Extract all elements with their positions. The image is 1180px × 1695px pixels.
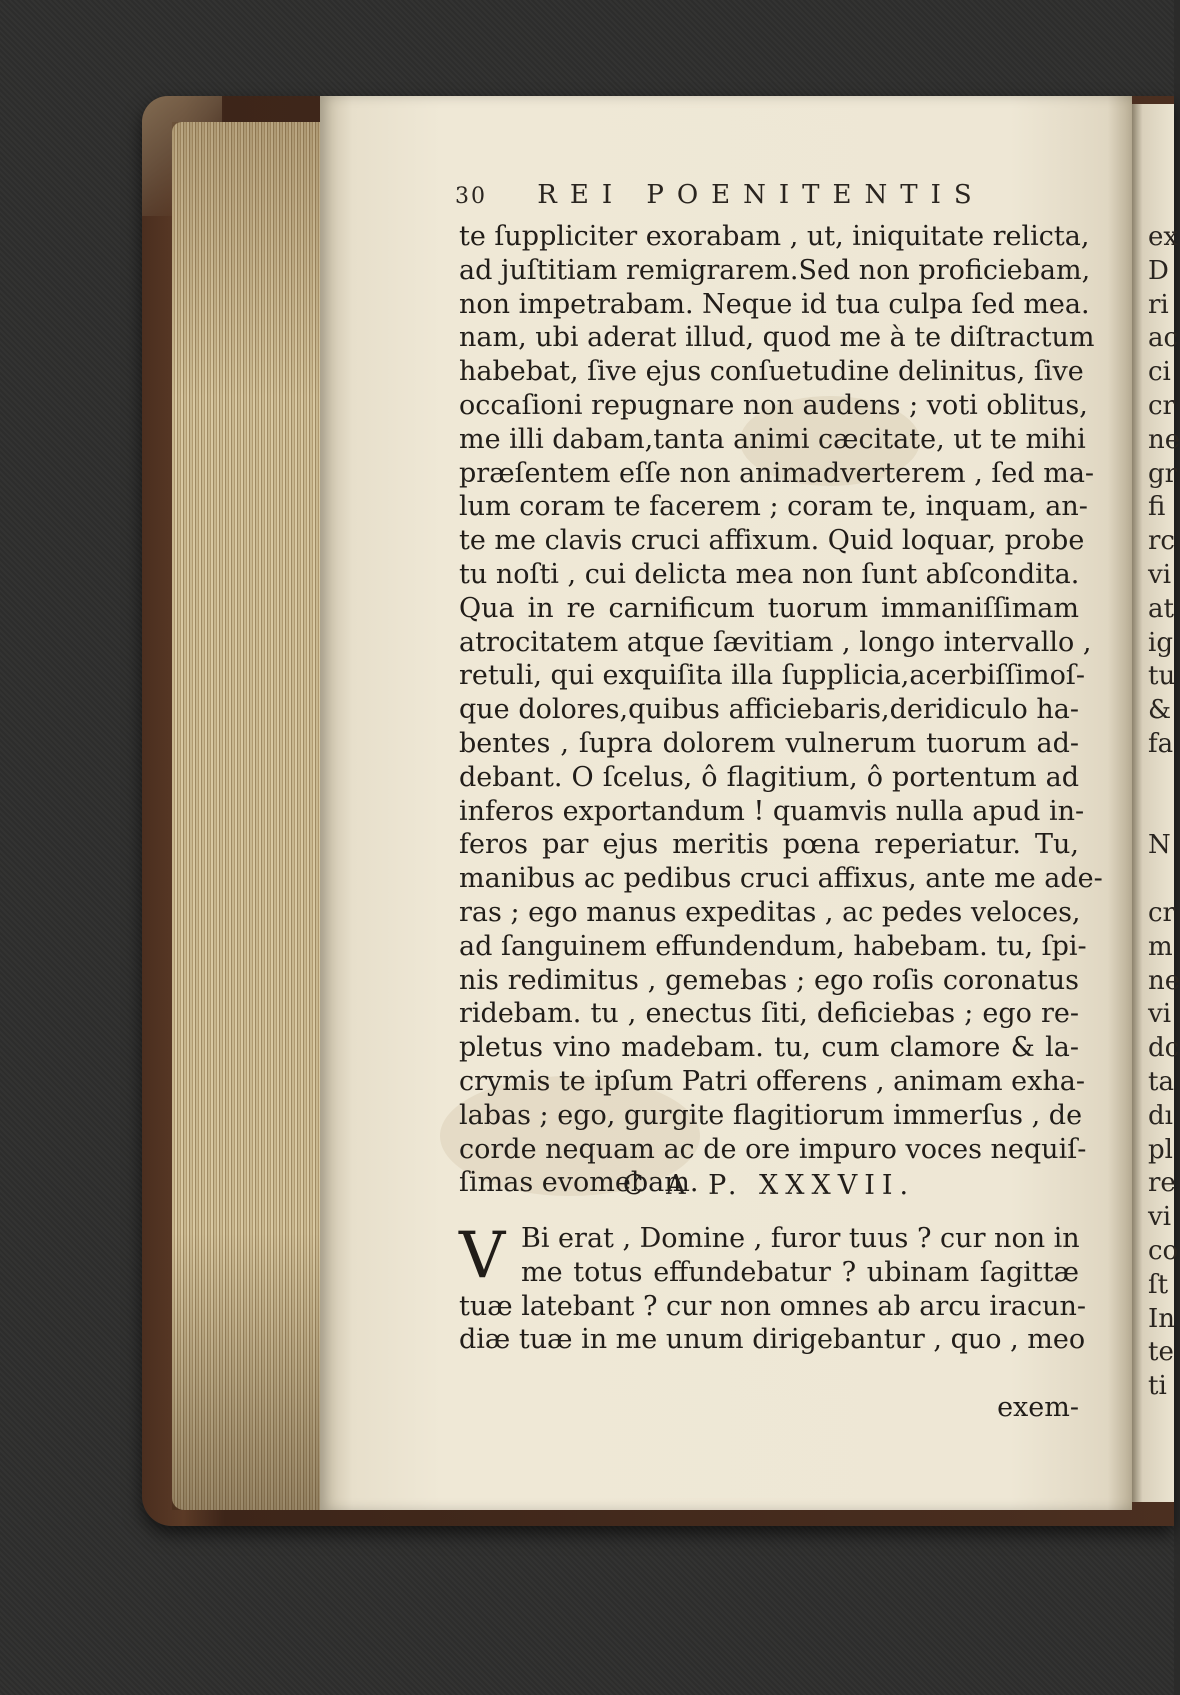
facing-page-fragment: N — [1148, 830, 1171, 861]
chapter-line: tuæ latebant ? cur non omnes ab arcu iracun- — [459, 1290, 1087, 1322]
chapter-line: me totus effundebatur ? ubinam ſagittæ — [521, 1256, 1079, 1288]
drop-cap: V — [459, 1219, 506, 1293]
page-number: 30 — [455, 184, 487, 209]
facing-page-fragment: ci — [1148, 357, 1171, 388]
text-line: Qua in re carnificum tuorum immaniſſimam — [459, 592, 1079, 624]
running-title: REI POENITENTIS — [537, 180, 985, 210]
text-line: me illi dabam,tanta animi cæcitate, ut te mihi — [459, 423, 1086, 455]
facing-page-fragment: D — [1148, 255, 1169, 286]
facing-page-fragment: ſt — [1148, 1269, 1169, 1300]
page-block-edges — [172, 122, 322, 1510]
catchword: exem- — [997, 1392, 1079, 1423]
chapter-heading: C A P. XXXVII. — [622, 1170, 916, 1201]
text-line: nam, ubi aderat illud, quod me à te diſtractum — [459, 322, 1095, 354]
facing-page-fragment: ne — [1148, 965, 1180, 996]
facing-page-fragment: ig — [1148, 627, 1173, 658]
facing-page-fragment: cr — [1148, 898, 1175, 928]
chapter-line: Bi erat , Domine , furor tuus ? cur non in — [521, 1223, 1080, 1254]
facing-page-fragment: ri — [1148, 289, 1169, 320]
text-line: ridebam. tu , enectus ſiti, deficiebas ; ego re- — [459, 998, 1079, 1030]
text-line: que dolores,quibus afficiebaris,deridiculo ha- — [459, 694, 1079, 726]
text-line: labas ; ego, gurgite flagitiorum immerſus , de — [459, 1099, 1083, 1131]
text-line: ras ; ego manus expeditas , ac pedes veloces, — [459, 896, 1081, 928]
facing-page-fragment: ac — [1148, 323, 1179, 354]
facing-page-fragment: fa — [1148, 729, 1174, 759]
text-line: feros par ejus meritis pœna reperiatur. Tu, — [459, 829, 1079, 861]
facing-page-fragment: co — [1148, 1236, 1179, 1266]
text-line: pletus vino madebam. tu, cum clamore & la- — [459, 1032, 1079, 1064]
facing-page-fragment: vi — [1148, 999, 1172, 1030]
facing-page-fragment: dı — [1148, 1100, 1173, 1131]
facing-page-fragment: ta — [1148, 1067, 1174, 1097]
facing-page-fragment: re — [1148, 1168, 1176, 1199]
facing-page-fragment: tu — [1148, 661, 1176, 692]
facing-page-fragment: ne — [1148, 424, 1180, 455]
facing-page-fragment: cr — [1148, 391, 1175, 421]
text-line: præſentem eſſe non animadverterem , ſed ma- — [459, 457, 1095, 489]
facing-page-fragment: & — [1148, 695, 1172, 726]
text-line: ſimas evomebam. — [459, 1167, 699, 1199]
text-line: ad juſtitiam remigrarem.Sed non proficiebam, — [459, 254, 1091, 286]
body-text — [459, 220, 1103, 1200]
facing-page-fragment: at — [1148, 593, 1174, 624]
facing-page-fragment: In — [1148, 1303, 1176, 1334]
facing-page-fragment: pl — [1148, 1134, 1173, 1165]
text-line: te ſuppliciter exorabam , ut, iniquitate relicta, — [459, 221, 1090, 252]
facing-page-fragment: ti — [1148, 1371, 1167, 1402]
text-line: bentes , ſupra dolorem vulnerum tuorum ad- — [459, 727, 1079, 759]
facing-page-fragment: gr — [1148, 458, 1178, 489]
text-line: inferos exportandum ! quamvis nulla apud in- — [459, 795, 1085, 827]
facing-page-fragment: ex — [1148, 222, 1179, 252]
text-line: lum coram te facerem ; coram te, inquam, an- — [459, 491, 1088, 523]
text-line: atrocitatem atque ſævitiam , longo intervallo , — [459, 626, 1092, 658]
facing-page-fragment: fi — [1148, 492, 1166, 523]
text-line: corde nequam ac de ore impuro voces nequiſ- — [459, 1133, 1087, 1165]
chapter-text — [459, 1219, 1087, 1357]
text-line: occaſioni repugnare non audens ; voti oblitus, — [459, 389, 1088, 421]
text-line: retuli, qui exquiſita illa ſupplicia,acerbiſſimoſ- — [459, 660, 1085, 692]
text-line: non impetrabam. Neque id tua culpa ſed mea. — [459, 288, 1090, 320]
text-line: debant. O ſcelus, ô flagitium, ô portentum ad — [459, 761, 1079, 793]
text-line: manibus ac pedibus cruci affixus, ante me ade- — [459, 863, 1103, 895]
running-head — [455, 180, 1015, 220]
text-line: nis redimitus , gemebas ; ego roſis coronatus — [459, 964, 1079, 996]
facing-page — [1132, 104, 1180, 1502]
facing-page-fragment: rc — [1148, 526, 1175, 557]
text-line: crymis te ipſum Patri offerens , animam exha- — [459, 1065, 1085, 1097]
text-line: habebat, ſive ejus conſuetudine delinitus, ſive — [459, 356, 1084, 388]
facing-page-fragment: dc — [1148, 1033, 1180, 1064]
text-line: ad ſanguinem effundendum, habebam. tu, ſpi- — [459, 930, 1087, 962]
facing-page-fragment: m — [1148, 931, 1173, 962]
chapter-line: diæ tuæ in me unum dirigebantur , quo , meo — [459, 1324, 1086, 1356]
text-line: te me clavis cruci affixum. Quid loquar, probe — [459, 525, 1085, 557]
facing-page-fragment: te — [1148, 1337, 1174, 1368]
text-line: tu noſti , cui delicta mea non ſunt abſcondita. — [459, 558, 1080, 590]
facing-page-fragment: vi — [1148, 560, 1172, 590]
facing-page-fragment: vi — [1148, 1202, 1172, 1233]
